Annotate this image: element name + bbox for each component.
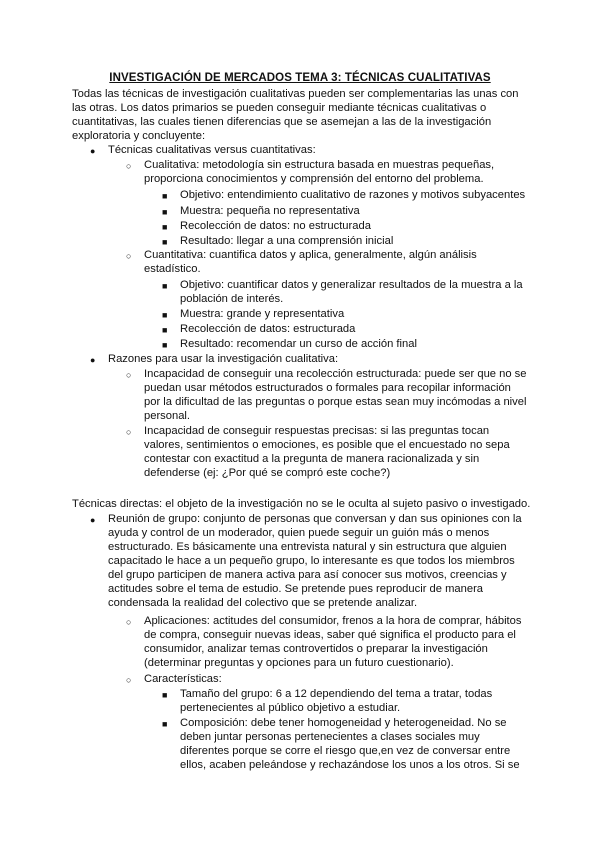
bullet-square-icon: [162, 717, 167, 731]
list-item: Muestra: grande y representativa: [180, 308, 345, 320]
section-heading: Razones para usar la investigación cualitativa:: [108, 353, 339, 365]
intro-line: las otras. Los datos primarios se pueden conseguir mediante técnicas cualitativas o: [72, 102, 487, 114]
list-item: Cualitativa: metodología sin estructura basada en muestras pequeñas,: [144, 159, 495, 171]
list-item: Incapacidad de conseguir una recolección estructurada: puede ser que no se: [144, 368, 527, 380]
bullet-circle-icon: [126, 249, 131, 263]
list-item: estructurado. Es básicamente una entrevista natural y sin estructura que alguien: [108, 541, 507, 553]
intro-line: exploratoria y concluyente:: [72, 130, 206, 142]
bullet-circle-icon: [126, 425, 131, 439]
list-item: ayuda y control de un moderador, quien puede seguir un guión más o menos: [108, 527, 490, 539]
list-item: proporciona conocimientos y comprensión del entorno del problema.: [144, 173, 484, 185]
list-item: Incapacidad de conseguir respuestas precisas: si las preguntas tocan: [144, 425, 490, 437]
list-item: Composición: debe tener homogeneidad y heterogeneidad. No se: [180, 717, 507, 729]
list-item: Resultado: recomendar un curso de acción final: [180, 338, 417, 350]
list-item: Cuantitativa: cuantifica datos y aplica, generalmente, algún análisis: [144, 249, 477, 261]
list-item: valores, sentimientos o emociones, es posible que el encuestado no sepa: [144, 439, 510, 451]
bullet-circle-icon: [126, 159, 131, 173]
bullet-square-icon: [162, 235, 167, 249]
bullet-square-icon: [162, 323, 167, 337]
list-item: (determinar preguntas y opciones para un futuro cuestionario).: [144, 657, 454, 669]
list-item: por la dificultad de las preguntas o porque estas sean muy incómodas a nivel: [144, 396, 527, 408]
list-item: Recolección de datos: estructurada: [180, 323, 356, 335]
list-item: personal.: [144, 410, 191, 422]
list-item: Recolección de datos: no estructurada: [180, 220, 371, 232]
intro-line: cuantitativas, las cuales tienen diferencias que se asemejan a las de la investigación: [72, 116, 492, 128]
list-item: Reunión de grupo: conjunto de personas que conversan y dan sus opiniones con la: [108, 513, 522, 525]
intro-line: Todas las técnicas de investigación cualitativas pueden ser complementarias las unas con: [72, 88, 519, 100]
bullet-square-icon: [162, 279, 167, 293]
list-item: capacitado le hace a un pequeño grupo, lo interesante es que todos los miembros: [108, 555, 515, 567]
list-item: puedan usar métodos estructurados o formales para recopilar información: [144, 382, 511, 394]
list-item: defenderse (ej: ¿Por qué se compró este coche?): [144, 467, 391, 479]
list-item: estadístico.: [144, 263, 201, 275]
bullet-square-icon: [162, 220, 167, 234]
list-item: del grupo participen de manera activa para así conocer sus motivos, creencias y: [108, 569, 507, 581]
list-item: población de interés.: [180, 293, 284, 305]
bullet-circle-icon: [126, 368, 131, 382]
list-item: contestar con exactitud a la pregunta de manera racionalizada y sin: [144, 453, 480, 465]
bullet-dot-icon: [90, 353, 95, 367]
list-item: Resultado: llegar a una comprensión inicial: [180, 235, 394, 247]
list-item: Muestra: pequeña no representativa: [180, 205, 360, 217]
list-item: Aplicaciones: actitudes del consumidor, frenos a la hora de comprar, hábitos: [144, 615, 522, 627]
list-item: ellos, acaben peleándose y rechazándose los unos a los otros. Si se: [180, 759, 520, 771]
bullet-dot-icon: [90, 144, 95, 158]
bullet-circle-icon: [126, 615, 131, 629]
section-heading: Técnicas cualitativas versus cuantitativas:: [108, 144, 316, 156]
list-item: consumidor, analizar temas controvertidos o preparar la investigación: [144, 643, 488, 655]
list-item: Características:: [144, 673, 222, 685]
bullet-square-icon: [162, 688, 167, 702]
list-item: pertenecientes al público objetivo a estudiar.: [180, 702, 401, 714]
list-item: actitudes sobre el tema de estudio. Se pretende pues reproducir de manera: [108, 583, 484, 595]
page-title: INVESTIGACIÓN DE MERCADOS TEMA 3: TÉCNICAS CUALITATIVAS: [109, 72, 491, 84]
bullet-dot-icon: [90, 513, 95, 527]
list-item: Tamaño del grupo: 6 a 12 dependiendo del tema a tratar, todas: [180, 688, 493, 700]
list-item: diferentes porque se corre el riesgo que,en vez de conversar entre: [180, 745, 511, 757]
bullet-square-icon: [162, 308, 167, 322]
list-item: deben juntar personas pertenecientes a clases sociales muy: [180, 731, 480, 743]
list-item: Objetivo: entendimiento cualitativo de razones y motivos subyacentes: [180, 189, 526, 201]
bullet-circle-icon: [126, 673, 131, 687]
bullet-square-icon: [162, 189, 167, 203]
list-item: de compra, conseguir nuevas ideas, saber qué significa el producto para el: [144, 629, 516, 641]
list-item: condensada la realidad del colectivo que se pretende analizar.: [108, 597, 418, 609]
bullet-square-icon: [162, 338, 167, 352]
bullet-square-icon: [162, 205, 167, 219]
list-item: Objetivo: cuantificar datos y generalizar resultados de la muestra a la: [180, 279, 523, 291]
paragraph: Técnicas directas: el objeto de la investigación no se le oculta al sujeto pasivo o investigado.: [72, 498, 531, 510]
